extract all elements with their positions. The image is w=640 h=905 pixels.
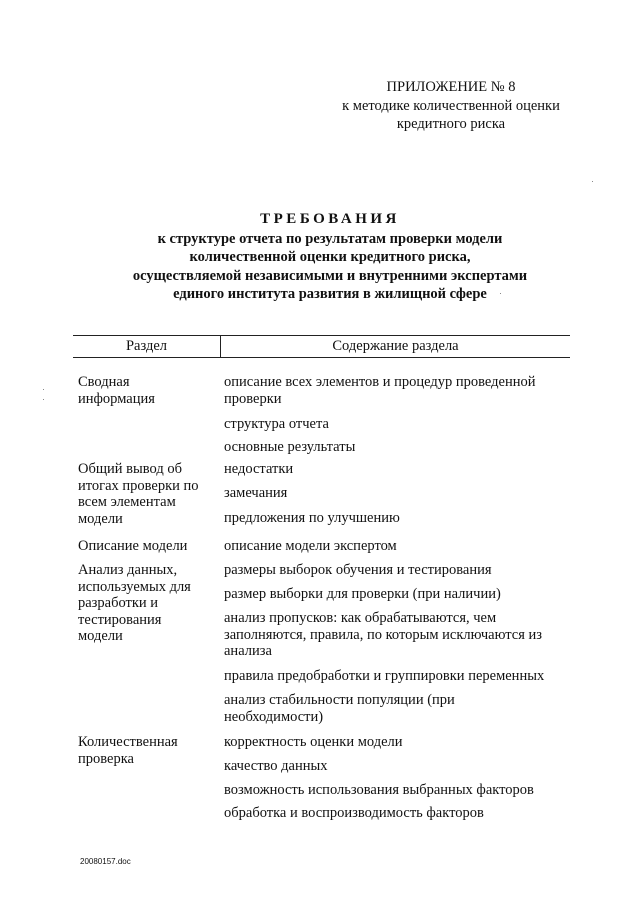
section-item: основные результаты [224,439,356,455]
scan-speck [43,399,44,400]
section-name: Сводная информация [78,374,155,407]
section-item: замечания [224,485,288,501]
heading-line-3: осуществляемой независимыми и внутренними экспертами [132,267,528,284]
section-name: Анализ данных, используемых для разработки и тестирования модели [78,562,191,644]
section-item: предложения по улучшению [224,510,400,526]
section-item: размеры выборок обучения и тестирования [224,562,492,578]
section-item: качество данных [224,758,328,774]
section-name: Описание модели [78,538,188,554]
heading-line-4: единого института развития в жилищной сфере [173,286,487,302]
scan-speck [500,293,501,294]
heading-line-2: количественной оценки кредитного риска, [189,249,471,265]
section-item: размер выборки для проверки (при наличии) [224,586,501,602]
table-header [73,335,570,358]
section-name: Общий вывод об итогах проверки по всем элементам модели [78,461,199,527]
appendix-subtitle-line2: кредитного риска [396,116,506,132]
footer-filename: 20080157.doc [80,857,131,866]
section-item: описание модели экспертом [224,538,397,554]
section-item: правила предобработки и группировки переменных [224,668,545,684]
section-name: Количественная проверка [78,734,178,767]
section-item: корректность оценки модели [224,734,403,750]
appendix-subtitle-line1: к методике количественной оценки [342,97,560,114]
column-header-section: Раздел [125,338,167,354]
appendix-number: ПРИЛОЖЕНИЕ № 8 [386,79,516,95]
column-header-content: Содержание раздела [332,338,459,354]
scan-speck [43,389,44,390]
document-title: ТРЕБОВАНИЯ [260,211,400,227]
scan-speck [592,181,593,182]
section-item: структура отчета [224,416,329,432]
heading-line-1: к структуре отчета по результатам проверки модели [157,230,503,247]
section-item: возможность использования выбранных факторов [224,782,534,798]
section-item: анализ пропусков: как обрабатываются, чем заполняются, правила, по которым исключаются из анализа [224,610,542,659]
section-item: обработка и воспроизводимость факторов [224,805,484,821]
appendix-block [320,78,582,134]
section-item: недостатки [224,461,294,477]
document-heading [70,210,590,304]
section-item: анализ стабильности популяции (при необходимости) [224,692,455,725]
section-item: описание всех элементов и процедур проведенной проверки [224,374,536,407]
